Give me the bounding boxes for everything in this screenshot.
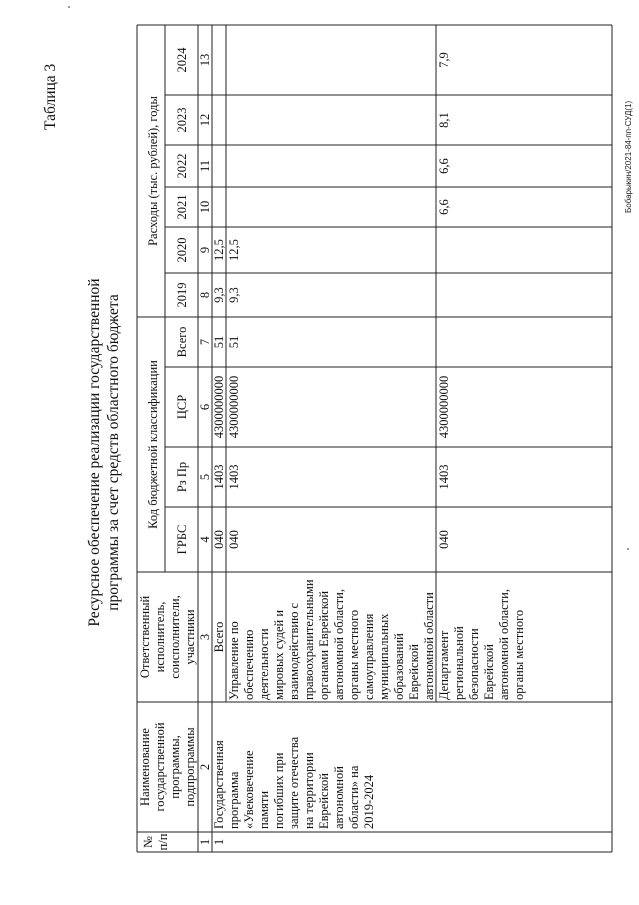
administration-rzpr: 1403 [227, 464, 241, 490]
program-name: Государственная программа «Увековечение памяти погибших при защите отечества на территории Еврейской автономной области» на 2019-2024 [212, 736, 376, 829]
col-number-10: 10 [198, 200, 212, 214]
header-year-2019: 2019 [175, 282, 189, 308]
responsible-administration: Управление по обеспечению деятельности мировых судей и взаимодействию с правоохранительными органами Еврейской автономной области, органы местного самоуправления муниципальных образований Еврейской автономной области [227, 579, 436, 700]
header-year-2024: 2024 [175, 47, 189, 73]
header-total: Всего [175, 326, 189, 358]
department-2021: 6,6 [437, 199, 451, 215]
col-number-12: 12 [198, 113, 212, 127]
total-2020: 12,5 [212, 239, 226, 261]
header-year-2020: 2020 [175, 237, 189, 263]
department-2023: 8,1 [437, 112, 451, 128]
header-budget-code-group: Код бюджетной классификации [146, 360, 160, 529]
total-sum: 51 [212, 335, 226, 349]
total-2019: 9,3 [212, 287, 226, 303]
col-number-4: 4 [198, 536, 212, 543]
total-rzpr: 1403 [212, 464, 226, 490]
administration-grbs: 040 [227, 530, 241, 549]
header-year-2023: 2023 [175, 107, 189, 133]
header-responsible: Ответственный исполнитель, соисполнители, участники [138, 595, 197, 679]
header-year-2021: 2021 [175, 194, 189, 220]
total-csr: 4300000000 [212, 375, 226, 439]
administration-2019: 9,3 [227, 287, 241, 303]
department-grbs: 040 [437, 530, 451, 549]
col-number-13: 13 [198, 53, 212, 67]
col-number-2: 2 [198, 763, 212, 771]
total-grbs: 040 [212, 530, 226, 549]
department-2024: 7,9 [437, 52, 451, 68]
header-num: № п/п [141, 833, 170, 851]
col-number-11: 11 [198, 159, 212, 173]
col-number-1: 1 [198, 838, 212, 846]
department-csr: 4300000000 [437, 375, 451, 439]
department-rzpr: 1403 [437, 464, 451, 490]
row-number: 1 [212, 838, 226, 846]
scan-speck [68, 6, 70, 8]
header-program-name: Наименование государственной программы, подпрограммы [138, 722, 197, 812]
col-number-5: 5 [198, 473, 212, 481]
col-number-3: 3 [198, 633, 212, 641]
administration-sum: 51 [227, 335, 241, 349]
document-title-line-1: Ресурсное обеспечение реализации государственной [86, 278, 103, 627]
header-rzpr: Рз Пр [175, 461, 189, 493]
administration-2020: 12,5 [227, 239, 241, 261]
responsible-total: Всего [212, 621, 226, 653]
department-2022: 6,6 [437, 158, 451, 174]
col-number-9: 9 [198, 246, 212, 254]
col-number-8: 8 [198, 291, 212, 299]
footer-reference: Бобарыкин/2021-84-пп-СУД(1) [624, 100, 633, 213]
header-grbs: ГРБС [175, 524, 189, 555]
col-number-6: 6 [198, 403, 212, 411]
document-title-line-2: программы за счет средств областного бюджета [105, 294, 122, 611]
scan-speck [627, 548, 629, 550]
table-label: Таблица 3 [42, 63, 59, 130]
responsible-department: Департамент региональной безопасности Еврейской автономной области, органы местного [437, 589, 526, 700]
administration-csr: 4300000000 [227, 375, 241, 439]
header-csr: ЦСР [175, 394, 189, 420]
col-number-7: 7 [198, 338, 212, 346]
header-expenses-group: Расходы (тыс. рублей), годы [146, 96, 160, 246]
header-year-2022: 2022 [175, 153, 189, 179]
